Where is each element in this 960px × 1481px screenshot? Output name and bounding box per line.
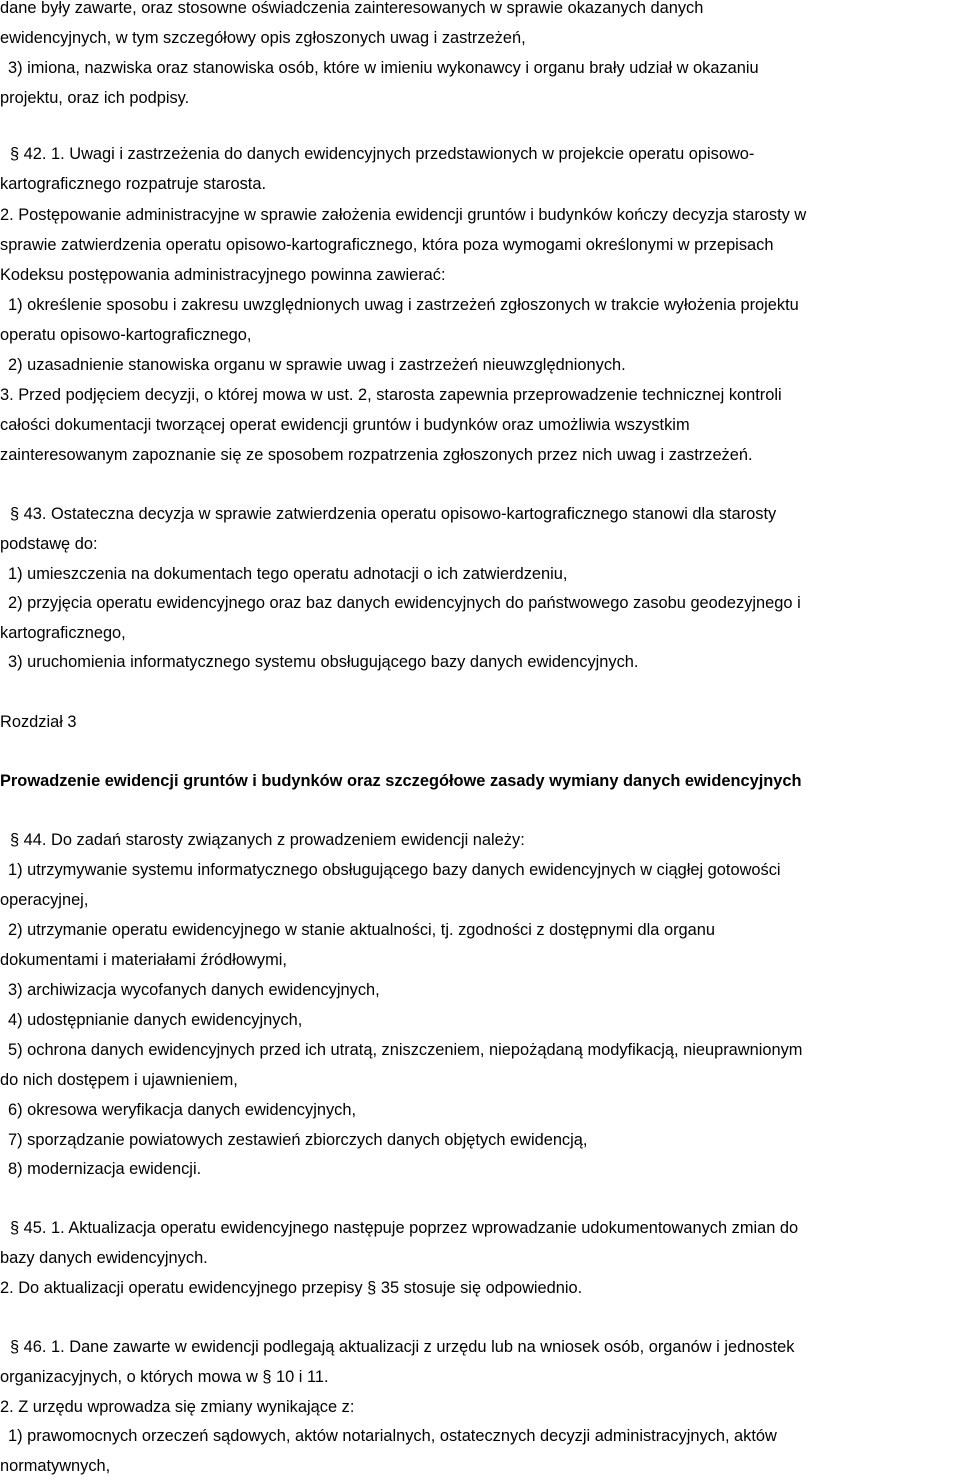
text-line: kartograficznego, (0, 624, 126, 642)
list-item: 5) ochrona danych ewidencyjnych przed ich utratą, zniszczeniem, niepożądaną modyfikacją, nieuprawnionym (8, 1041, 803, 1059)
paragraph-heading: § 46. 1. Dane zawarte w ewidencji podlegają aktualizacji z urzędu lub na wniosek osób, organów i jednostek (10, 1338, 795, 1356)
list-item: 6) okresowa weryfikacja danych ewidencyjnych, (8, 1101, 357, 1119)
list-item: 3) imiona, nazwiska oraz stanowiska osób, które w imieniu wykonawcy i organu brały udział w okazaniu (8, 59, 759, 77)
paragraph-heading: § 43. Ostateczna decyzja w sprawie zatwierdzenia operatu opisowo-kartograficznego stanowi dla starosty (10, 505, 777, 523)
text-line: sprawie zatwierdzenia operatu opisowo-kartograficznego, która poza wymogami określonymi w przepisach (0, 236, 774, 254)
list-item: 3) archiwizacja wycofanych danych ewidencyjnych, (8, 981, 380, 999)
paragraph-heading: § 44. Do zadań starosty związanych z prowadzeniem ewidencji należy: (10, 831, 525, 849)
text-line: 2. Postępowanie administracyjne w sprawie założenia ewidencji gruntów i budynków kończy decyzja starosty w (0, 206, 807, 224)
paragraph-heading: § 42. 1. Uwagi i zastrzeżenia do danych ewidencyjnych przedstawionych w projekcie operatu opisowo- (10, 145, 755, 163)
text-line: 2. Z urzędu wprowadza się zmiany wynikające z: (0, 1398, 355, 1416)
text-line: Kodeksu postępowania administracyjnego powinna zawierać: (0, 266, 446, 284)
text-line: całości dokumentacji tworzącej operat ewidencji gruntów i budynków oraz umożliwia wszystkim (0, 416, 690, 434)
text-line: bazy danych ewidencyjnych. (0, 1249, 208, 1267)
text-line: podstawę do: (0, 535, 98, 553)
text-line: normatywnych, (0, 1457, 111, 1475)
chapter-title: Prowadzenie ewidencji gruntów i budynków oraz szczegółowe zasady wymiany danych ewidencyjnych (0, 772, 802, 790)
text-line: 3. Przed podjęciem decyzji, o której mowa w ust. 2, starosta zapewnia przeprowadzenie technicznej kontroli (0, 386, 782, 404)
list-item: 1) prawomocnych orzeczeń sądowych, aktów notarialnych, ostatecznych decyzji administracyjnych, aktów (8, 1427, 777, 1445)
chapter-number: Rozdział 3 (0, 713, 77, 731)
text-line: projektu, oraz ich podpisy. (0, 89, 190, 107)
list-item: 1) określenie sposobu i zakresu uwzględnionych uwag i zastrzeżeń zgłoszonych w trakcie wyłożenia projektu (8, 296, 799, 314)
list-item: 2) przyjęcia operatu ewidencyjnego oraz baz danych ewidencyjnych do państwowego zasobu geodezyjnego i (8, 594, 801, 612)
text-line: kartograficznego rozpatruje starosta. (0, 175, 267, 193)
list-item: 8) modernizacja ewidencji. (8, 1160, 202, 1178)
text-line: 2. Do aktualizacji operatu ewidencyjnego przepisy § 35 stosuje się odpowiednio. (0, 1279, 583, 1297)
text-line: operatu opisowo-kartograficznego, (0, 326, 252, 344)
text-line: ewidencyjnych, w tym szczegółowy opis zgłoszonych uwag i zastrzeżeń, (0, 29, 526, 47)
text-line: zainteresowanym zapoznanie się ze sposobem rozpatrzenia zgłoszonych przez nich uwag i zastrzeżeń. (0, 446, 753, 464)
list-item: 4) udostępnianie danych ewidencyjnych, (8, 1011, 303, 1029)
list-item: 2) utrzymanie operatu ewidencyjnego w stanie aktualności, tj. zgodności z dostępnymi dla organu (8, 921, 716, 939)
text-line: dokumentami i materiałami źródłowymi, (0, 951, 287, 969)
list-item: 3) uruchomienia informatycznego systemu obsługującego bazy danych ewidencyjnych. (8, 653, 639, 671)
list-item: 2) uzasadnienie stanowiska organu w sprawie uwag i zastrzeżeń nieuwzględnionych. (8, 356, 626, 374)
paragraph-heading: § 45. 1. Aktualizacja operatu ewidencyjnego następuje poprzez wprowadzanie udokumentowanych zmian do (10, 1219, 799, 1237)
list-item: 1) utrzymywanie systemu informatycznego obsługującego bazy danych ewidencyjnych w ciągłej gotowości (8, 861, 781, 879)
text-line: dane były zawarte, oraz stosowne oświadczenia zainteresowanych w sprawie okazanych danych (0, 0, 704, 17)
text-line: do nich dostępem i ujawnieniem, (0, 1071, 238, 1089)
list-item: 1) umieszczenia na dokumentach tego operatu adnotacji o ich zatwierdzeniu, (8, 565, 568, 583)
list-item: 7) sporządzanie powiatowych zestawień zbiorczych danych objętych ewidencją, (8, 1131, 588, 1149)
text-line: organizacyjnych, o których mowa w § 10 i 11. (0, 1368, 329, 1386)
text-line: operacyjnej, (0, 891, 89, 909)
